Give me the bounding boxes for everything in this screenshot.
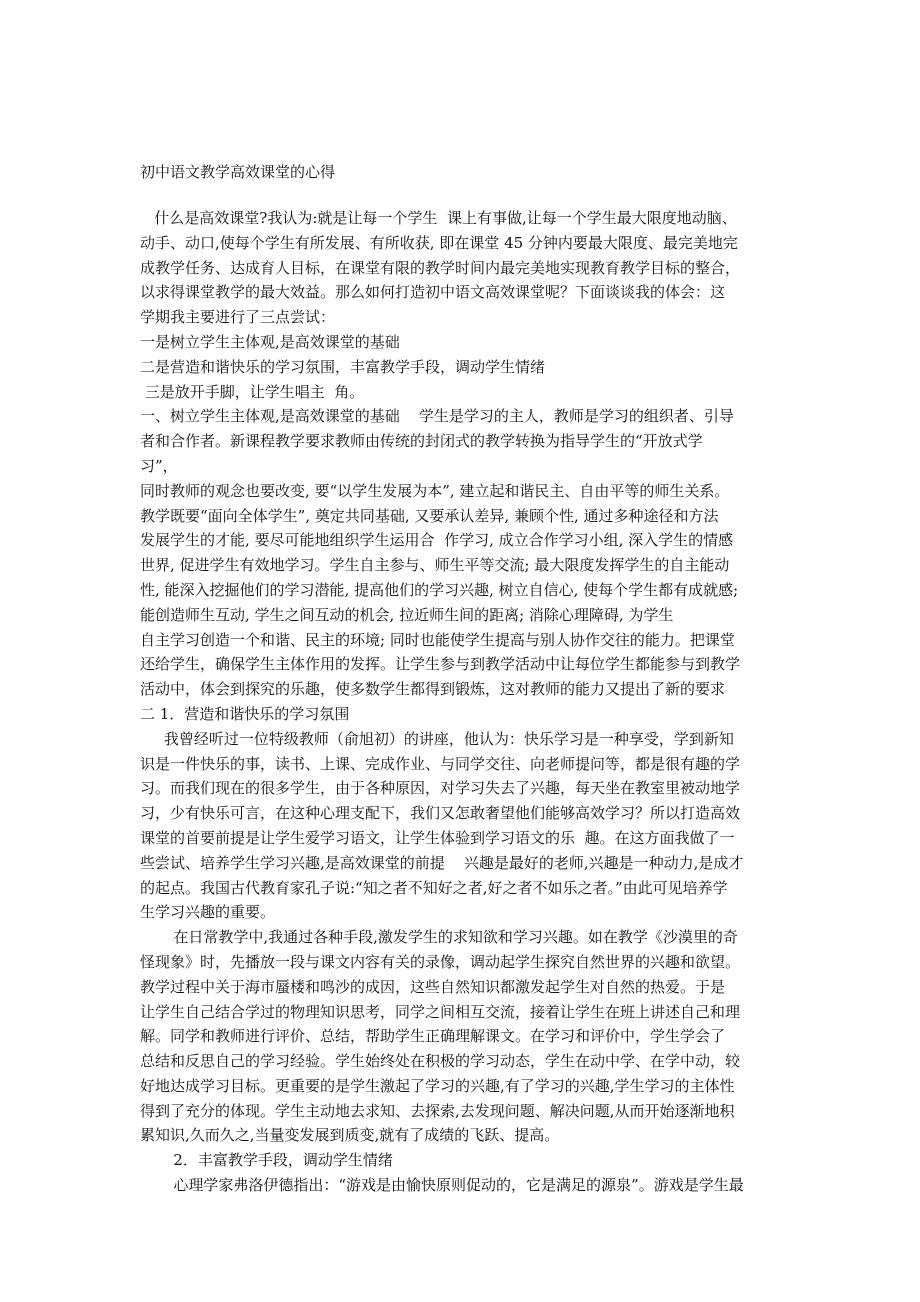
body-line: 世界, 促进学生有效地学习。学生自主参与、师生平等交流; 最大限度发挥学生的自主能动 bbox=[140, 556, 730, 575]
body-line: 性, 能深入挖掘他们的学习潜能, 提高他们的学习兴趣, 树立自信心, 使每个学生都有成就感; bbox=[140, 580, 739, 599]
body-line: 解。同学和教师进行评价、总结，帮助学生正确理解课文。在学习和评价中，学生学会了 bbox=[140, 1027, 726, 1046]
document-body bbox=[140, 206, 800, 1198]
body-line: 同时教师的观念也要改变, 要“以学生发展为本”, 建立起和谐民主、自由平等的师生关系。 bbox=[140, 481, 730, 500]
section-heading-2: 二是营造和谐快乐的学习氛围，丰富教学手段，调动学生情绪 bbox=[140, 357, 546, 376]
body-line: 者和合作者。新课程教学要求教师由传统的封闭式的教学转换为指导学生的“开放式学 bbox=[140, 432, 703, 451]
section-heading-3: 三是放开手脚，让学生唱主 角。 bbox=[140, 382, 365, 401]
body-line: 习。而我们现在的很多学生，由于各种原因，对学习失去了兴趣，每天坐在教室里被动地学 bbox=[140, 779, 741, 798]
body-line: 学期我主要进行了三点尝试： bbox=[140, 308, 336, 327]
body-line: 自主学习创造一个和谐、民主的环境; 同时也能使学生提高与别人协作交往的能力。把课堂 bbox=[140, 630, 735, 649]
body-line: 心理学家弗洛伊德指出：“游戏是由愉快原则促动的，它是满足的源泉”。游戏是学生最 bbox=[140, 1176, 744, 1195]
body-line: 生学习兴趣的重要。 bbox=[140, 903, 276, 922]
body-line: 累知识,久而久之,当量变发展到质变,就有了成绩的飞跃、提高。 bbox=[140, 1126, 560, 1145]
body-line: 我曾经听过一位特级教师（俞旭初）的讲座，他认为：快乐学习是一种享受，学到新知 bbox=[140, 729, 734, 748]
subsection-heading: 2．丰富教学手段，调动学生情绪 bbox=[140, 1151, 393, 1170]
body-line: 一、树立学生主体观,是高效课堂的基础 学生是学习的主人，教师是学习的组织者、引导 bbox=[140, 407, 734, 426]
body-line: 的起点。我国古代教育家孔子说:“知之者不知好之者,好之者不如乐之者。”由此可见培养学 bbox=[140, 878, 728, 897]
body-line: 好地达成学习目标。更重要的是学生激起了学习的兴趣,有了学习的兴趣,学生学习的主体性 bbox=[140, 1076, 735, 1095]
body-line: 动手、动口,使每个学生有所发展、有所收获, 即在课堂 45 分钟内要最大限度、最完美地完 bbox=[140, 233, 738, 252]
body-line: 怪现象》时，先播放一段与课文内容有关的录像，调动起学生探究自然世界的兴趣和欲望。 bbox=[140, 952, 741, 971]
body-line: 识是一件快乐的事，读书、上课、完成作业、与同学交往、向老师提问等，都是很有趣的学 bbox=[140, 754, 741, 773]
body-line: 发展学生的才能, 要尽可能地组织学生运用合 作学习, 成立合作学习小组, 深入学生的情感 bbox=[140, 531, 734, 550]
section-heading-1: 一是树立学生主体观,是高效课堂的基础 bbox=[140, 332, 400, 351]
document-title: 初中语文教学高效课堂的心得 bbox=[140, 163, 336, 181]
body-line: 以求得课堂教学的最大效益。那么如何打造初中语文高效课堂呢？下面谈谈我的体会：这 bbox=[140, 283, 726, 302]
body-line: 能创造师生互动, 学生之间互动的机会, 拉近师生间的距离; 消除心理障碍, 为学生 bbox=[140, 605, 674, 624]
body-line: 教学既要“面向全体学生”, 奠定共同基础, 又要承认差异, 兼顾个性, 通过多种途径和方法 bbox=[140, 506, 719, 525]
body-line: 课堂的首要前提是让学生爱学习语文，让学生体验到学习语文的乐 趣。在这方面我做了一 bbox=[140, 828, 735, 847]
body-line: 成教学任务、达成育人目标，在课堂有限的教学时间内最完美地实现教育教学目标的整合， bbox=[140, 258, 741, 277]
body-line: 些尝试、培养学生学习兴趣,是高效课堂的前提 兴趣是最好的老师,兴趣是一种动力,是成才 bbox=[140, 853, 744, 872]
body-line: 让学生自己结合学过的物理知识思考，同学之间相互交流，接着让学生在班上讲述自己和理 bbox=[140, 1002, 741, 1021]
body-line: 总结和反思自己的学习经验。学生始终处在积极的学习动态，学生在动中学、在学中动，较 bbox=[140, 1052, 741, 1071]
body-line: 活动中，体会到探究的乐趣，使多数学生都得到锻炼，这对教师的能力又提出了新的要求 bbox=[140, 680, 726, 699]
body-line: 什么是高效课堂?我认为:就是让每一个学生 课上有事做,让每一个学生最大限度地动脑、 bbox=[140, 209, 737, 227]
body-line: 还给学生，确保学生主体作用的发挥。让学生参与到教学活动中让每位学生都能参与到教学 bbox=[140, 655, 741, 674]
body-line: 习，少有快乐可言，在这种心理支配下，我们又怎敢奢望他们能够高效学习？所以打造高效 bbox=[140, 804, 741, 823]
subsection-heading: 二 1．营造和谐快乐的学习氛围 bbox=[140, 704, 350, 723]
body-line: 习”， bbox=[140, 456, 178, 475]
body-line: 得到了充分的体现。学生主动地去求知、去探索,去发现问题、解决问题,从而开始逐渐地积 bbox=[140, 1101, 735, 1120]
body-line: 教学过程中关于海市蜃楼和鸣沙的成因，这些自然知识都激发起学生对自然的热爱。于是 bbox=[140, 977, 726, 996]
body-line: 在日常教学中,我通过各种手段,激发学生的求知欲和学习兴趣。如在教学《沙漠里的奇 bbox=[140, 928, 738, 947]
